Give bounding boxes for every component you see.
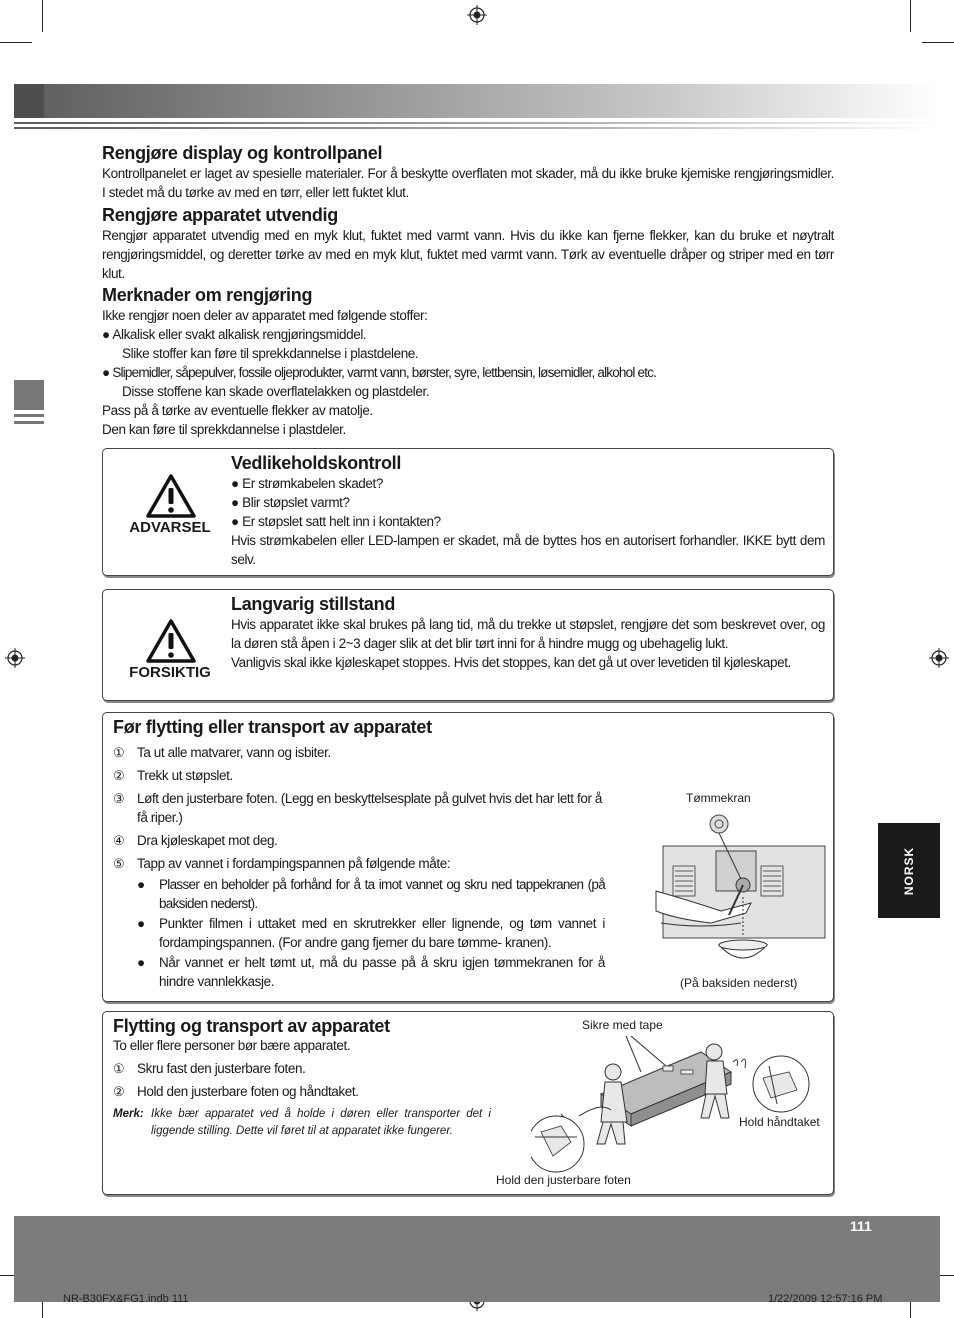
language-tab: NORSK — [878, 823, 940, 918]
notes-line: Den kan føre til sprekkdannelse i plastdeler. — [102, 422, 346, 437]
caution-label: FORSIKTIG — [129, 664, 211, 681]
registration-mark-icon — [5, 648, 25, 668]
note-label: Merk: — [113, 1108, 144, 1120]
side-marker — [14, 414, 44, 417]
warning-content — [231, 453, 825, 569]
figure-label: (På baksiden nederst) — [680, 976, 798, 990]
print-slug-right: 1/22/2009 12:57:16 PM — [768, 1293, 883, 1305]
warning-label: ADVARSEL — [129, 519, 211, 536]
box-body: Hvis strømkabelen eller LED-lampen er skadet, må de byttes hos en autorisert forhandler. IKKE bytt dem selv. — [231, 533, 825, 567]
step-2: ② Hold den justerbare foten og håndtaket. — [113, 1084, 359, 1099]
header-stripe — [14, 122, 940, 124]
figure-label: Hold håndtaket — [739, 1115, 820, 1129]
list-item: ● Punkter filmen i uttaket med en skrutrekker eller lignende, og tøm vannet i fordampingspannen. (For andre gang fjerner du bare tømme- kranen). — [137, 916, 605, 950]
moving-box — [102, 1011, 834, 1195]
header-band — [14, 84, 940, 118]
box-body: Hvis apparatet ikke skal brukes på lang tid, må du trekke ut støpslet, rengjøre det som beskrevet over, og la døren stå åpen i 2~3 dager slik at det blir tørt inni for å hindre mugg og ubehagelig lukt. — [231, 617, 825, 651]
warning-triangle-icon — [145, 473, 197, 519]
section-title: Rengjøre apparatet utvendig — [102, 205, 338, 225]
figure-label: Sikre med tape — [582, 1018, 663, 1032]
side-marker — [14, 421, 44, 424]
section-exterior — [102, 205, 834, 283]
step-1: ① Skru fast den justerbare foten. — [113, 1061, 306, 1076]
warning-box — [102, 448, 834, 576]
list-item: ● Blir støpslet varmt? — [231, 495, 350, 510]
registration-mark-icon — [467, 5, 487, 25]
box-title: Flytting og transport av apparatet — [113, 1016, 390, 1036]
list-item: ● Er støpslet satt helt inn i kontakten? — [231, 514, 441, 529]
moving-intro: To eller flere personer bør bære apparatet. — [113, 1038, 351, 1053]
box-title: Langvarig stillstand — [231, 594, 396, 614]
crop-mark — [0, 42, 32, 43]
caution-content — [231, 594, 825, 672]
print-slug-left: NR-B30FX&FG1.indb 111 — [63, 1293, 189, 1305]
section-body: Kontrollpanelet er laget av spesielle materialer. For å beskytte overflaten mot skader, må du ikke bruke kjemiske rengjøringsmidler. I stedet må du tørke av med en tørr, eller lett fuktet klut. — [102, 166, 834, 200]
section-notes — [102, 285, 834, 439]
list-item: ● Alkalisk eller svakt alkalisk rengjøringsmiddel. — [102, 327, 367, 342]
registration-mark-icon — [929, 648, 949, 668]
notes-line: Pass på å tørke av eventuelle flekker av matolje. — [102, 403, 373, 418]
note-text: Ikke bær apparatet ved å holde i døren eller transporter det i liggende stilling. Dette vil føret til at apparatet ikke fungerer. — [151, 1108, 491, 1137]
section-body: Rengjør apparatet utvendig med en myk klut, fuktet med varmt vann. Hvis du ikke kan fjerne flekker, kan du bruke et nøytralt rengjøringsmiddel, og deretter tørke av med en myk klut, fuktet med varmt vann. Tørk av eventuelle dråper og striper med en tørr klut. — [102, 228, 834, 281]
box-body: Vanligvis skal ikke kjøleskapet stoppes. Hvis det stoppes, kan det gå ut over levetiden til kjøleskapet. — [231, 655, 791, 670]
list-item-sub: Disse stoffene kan skade overflatelakken og plastdeler. — [122, 384, 430, 399]
crop-mark — [922, 42, 954, 43]
warning-triangle-icon — [145, 618, 197, 664]
section-display — [102, 143, 834, 202]
step-1: ① Ta ut alle matvarer, vann og isbiter. — [113, 745, 331, 760]
box-title: Vedlikeholdskontroll — [231, 453, 402, 473]
list-item: ● Er strømkabelen skadet? — [231, 476, 383, 491]
moving-note — [113, 1106, 491, 1140]
step-5: ⑤ Tapp av vannet i fordampingspannen på følgende måte: — [113, 856, 451, 871]
page-number: 111 — [850, 1218, 872, 1234]
side-marker — [14, 380, 44, 410]
carrying-figure — [531, 1032, 821, 1174]
header-square — [14, 84, 44, 118]
header-stripe — [14, 127, 940, 129]
caution-box — [102, 589, 834, 701]
notes-intro: Ikke rengjør noen deler av apparatet med følgende stoffer: — [102, 308, 428, 323]
list-item: ● Plasser en beholder på forhånd for å ta imot vannet og skru ned tappekranen (på baksiden nederst). — [137, 877, 605, 911]
section-title: Rengjøre display og kontrollpanel — [102, 143, 383, 163]
figure-label: Hold den justerbare foten — [496, 1173, 631, 1187]
drain-figure — [651, 811, 826, 981]
section-title: Merknader om rengjøring — [102, 285, 313, 305]
crop-mark — [42, 0, 43, 32]
before-moving-box — [102, 712, 834, 1002]
list-item: ● Når vannet er helt tømt ut, må du passe på å skru igjen tømmekranen for å hindre vannlekkasje. — [137, 955, 605, 989]
figure-label: Tømmekran — [686, 791, 751, 805]
list-item-sub: Slike stoffer kan føre til sprekkdannelse i plastdelene. — [122, 346, 419, 361]
list-item: ● Slipemidler, såpepulver, fossile oljeprodukter, varmt vann, børster, syre, lettbensin, løsemidler, alkohol etc. — [102, 365, 657, 380]
crop-mark — [910, 0, 911, 32]
footer-band — [14, 1216, 940, 1302]
step-4: ④ Dra kjøleskapet mot deg. — [113, 833, 278, 848]
step-3: ③ Løft den justerbare foten. (Legg en beskyttelsesplate på gulvet hvis det har lett for å få riper.) — [113, 791, 602, 825]
step-2: ② Trekk ut støpslet. — [113, 768, 233, 783]
box-title: Før flytting eller transport av apparatet — [113, 717, 432, 737]
